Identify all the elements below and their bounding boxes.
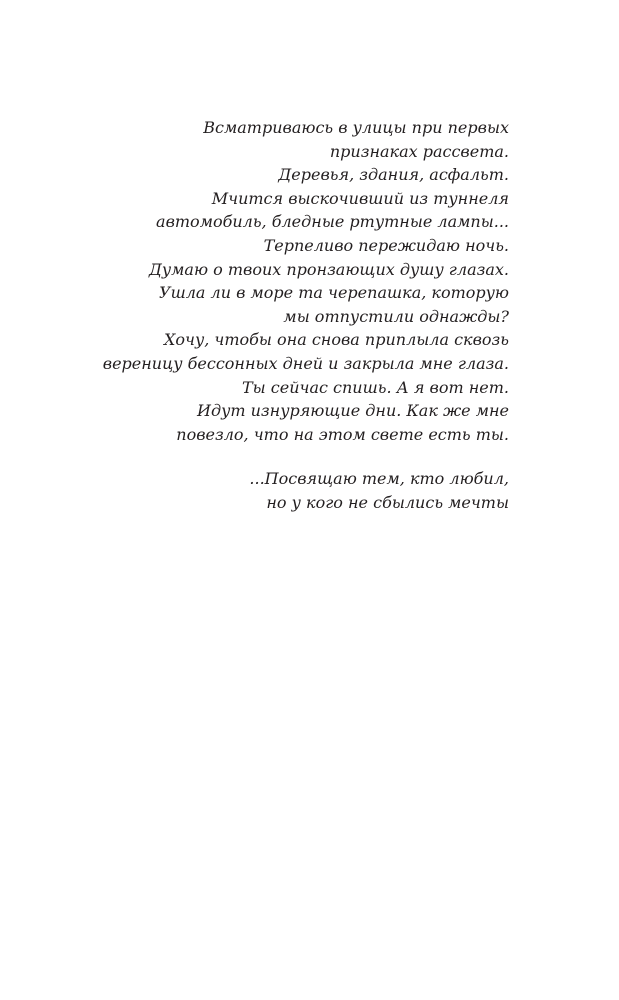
poem-line: Терпеливо пережидаю ночь. <box>263 235 509 255</box>
poem-line: Ты сейчас спишь. А я вот нет. <box>241 377 509 397</box>
poem-line: автомобиль, бледные ртутные лампы... <box>156 212 509 232</box>
dedication <box>89 467 509 514</box>
poem-line: Ушла ли в море та черепашка, которую <box>159 283 509 303</box>
poem <box>89 116 509 446</box>
poem-line: повезло, что на этом свете есть ты. <box>176 424 509 444</box>
poem-line: признаках рассвета. <box>329 141 509 161</box>
poem-line: Всматриваюсь в улицы при первых <box>203 118 509 137</box>
poem-line: Хочу, чтобы она снова приплыла сквозь <box>163 330 509 350</box>
poem-line: мы отпустили однажды? <box>283 306 509 326</box>
poem-line: Думаю о твоих пронзающих душу глазах. <box>148 259 509 279</box>
poem-line: вереницу бессонных дней и закрыла мне глаза. <box>102 353 509 373</box>
poem-line: Деревья, здания, асфальт. <box>278 165 509 185</box>
poem-line: Мчится выскочивший из туннеля <box>211 188 509 208</box>
dedication-line: но у кого не сбылись мечты <box>266 492 509 512</box>
poem-line: Идут изнуряющие дни. Как же мне <box>196 401 509 421</box>
dedication-line: ...Посвящаю тем, кто любил, <box>249 469 509 488</box>
